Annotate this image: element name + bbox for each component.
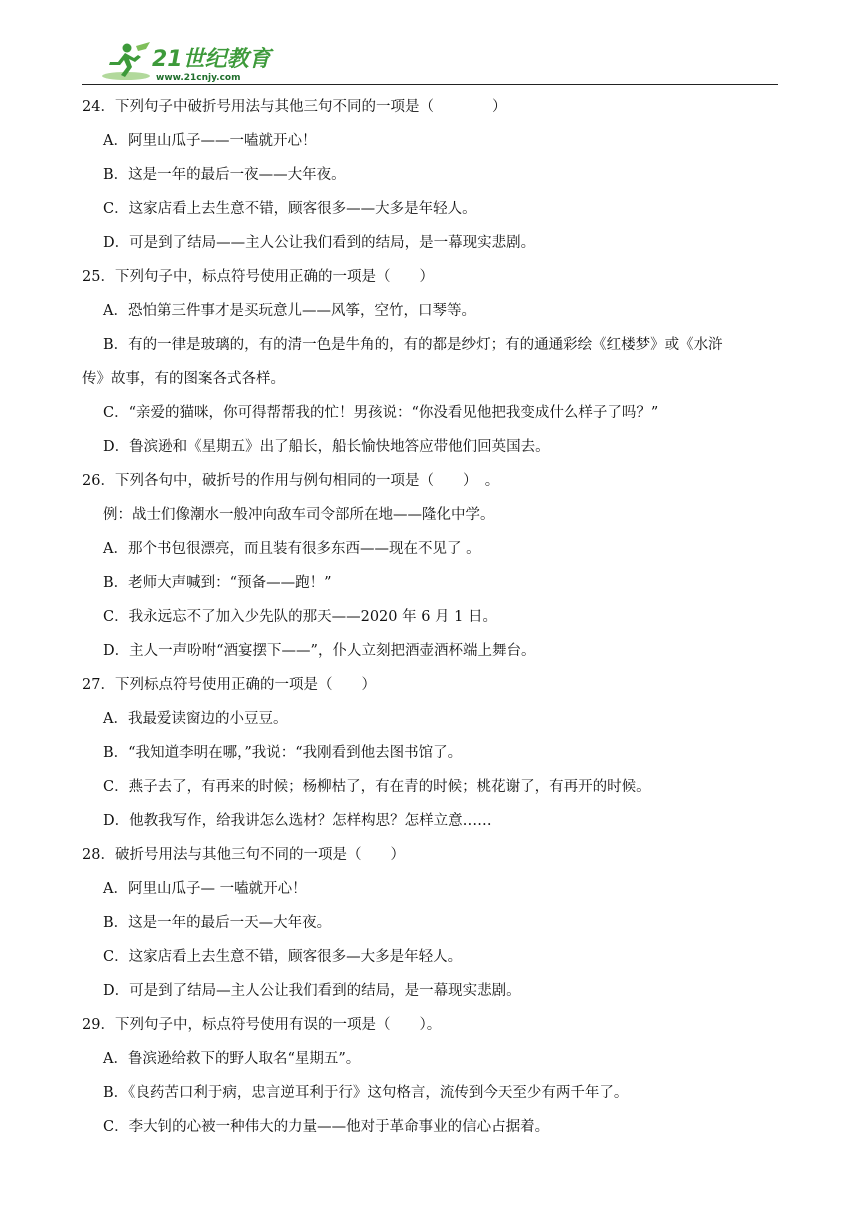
logo-main-text: 21世纪教育: [152, 47, 271, 72]
question-number: 26．: [82, 473, 115, 489]
question-24-option-b: B．这是一年的最后一夜——大年夜。: [103, 167, 346, 183]
21cnjy-logo: [100, 40, 280, 84]
question-26-example: 例：战士们像潮水一般冲向敌车司令部所在地——隆化中学。: [103, 507, 495, 523]
page-header: [0, 0, 860, 90]
question-27-stem: [82, 668, 782, 702]
question-29-option-c: C．李大钊的心被一种伟大的力量——他对于革命事业的信心占据着。: [103, 1119, 550, 1135]
question-number: 24．: [82, 99, 115, 115]
question-29-option-a: A．鲁滨逊给救下的野人取名“星期五”。: [103, 1051, 361, 1067]
question-28-option-c: C．这家店看上去生意不错，顾客很多—大多是年轻人。: [103, 949, 463, 965]
question-28-option-b: B．这是一年的最后一天—大年夜。: [103, 915, 332, 931]
question-29-option-b: B．《良药苦口利于病，忠言逆耳利于行》这句格言，流传到今天至少有两千年了。: [103, 1085, 629, 1101]
question-text: 破折号用法与其他三句不同的一项是（ ）: [114, 847, 405, 863]
question-number: 28．: [82, 847, 115, 863]
question-25-option-b: B．有的一律是玻璃的，有的清一色是牛角的，有的都是纱灯；有的通通彩绘《红楼梦》或《水浒: [103, 337, 723, 353]
question-26-option-a: A．那个书包很漂亮，而且装有很多东西——现在不见了 。: [103, 541, 481, 557]
question-26-option-d: D．主人一声吩咐“酒宴摆下——”，仆人立刻把酒壶酒杯端上舞台。: [103, 643, 536, 659]
question-27-option-a: A．我最爱读窗边的小豆豆。: [103, 711, 288, 727]
question-number: 25．: [82, 269, 115, 285]
question-25-option-b-continuation: 传》故事，有的图案各式各样。: [82, 371, 285, 387]
question-26-option-b: B．老师大声喊到：“预备——跑！”: [103, 575, 332, 591]
running-figure-icon: [102, 42, 150, 80]
question-list: [82, 90, 782, 1144]
question-26-stem: [82, 464, 782, 498]
question-29-stem: [82, 1008, 782, 1042]
question-24-option-d: D．可是到了结局——主人公让我们看到的结局，是一幕现实悲剧。: [103, 235, 536, 251]
question-25-option-a: A．恐怕第三件事才是买玩意儿——风筝，空竹，口琴等。: [103, 303, 476, 319]
question-text: 下列句子中，标点符号使用正确的一项是（ ）: [114, 269, 434, 285]
question-24-option-a: A．阿里山瓜子——一嗑就开心！: [103, 133, 317, 149]
question-25-option-d: D．鲁滨逊和《星期五》出了船长，船长愉快地答应带他们回英国去。: [103, 439, 550, 455]
question-28-option-d: D．可是到了结局—主人公让我们看到的结局，是一幕现实悲剧。: [103, 983, 521, 999]
header-rule: [82, 84, 778, 85]
question-25-stem: [82, 260, 782, 294]
question-27-option-b: B．“我知道李明在哪，”我说：“我刚看到他去图书馆了。: [103, 745, 463, 761]
question-26-option-c: C．我永远忘不了加入少先队的那天——2020 年 6 月 1 日。: [103, 609, 497, 625]
question-text: 下列句子中破折号用法与其他三句不同的一项是（ ）: [114, 99, 507, 115]
question-text: 下列句子中，标点符号使用有误的一项是（ ）。: [114, 1017, 442, 1033]
question-27-option-d: D．他教我写作，给我讲怎么选材？怎样构思？怎样立意……: [103, 813, 492, 829]
question-text: 下列各句中，破折号的作用与例句相同的一项是（ ） 。: [114, 473, 500, 489]
question-24-stem: [82, 90, 782, 124]
question-25-option-c: C．“亲爱的猫咪，你可得帮帮我的忙！男孩说：“你没看见他把我变成什么样子了吗？”: [103, 405, 659, 421]
logo-sub-text: www.21cnjy.com: [156, 73, 241, 83]
question-28-stem: [82, 838, 782, 872]
question-number: 27．: [82, 677, 115, 693]
question-28-option-a: A．阿里山瓜子— 一嗑就开心！: [103, 881, 307, 897]
question-24-option-c: C．这家店看上去生意不错，顾客很多——大多是年轻人。: [103, 201, 477, 217]
question-27-option-c: C．燕子去了，有再来的时候；杨柳枯了，有在青的时候；桃花谢了，有再开的时候。: [103, 779, 651, 795]
question-number: 29．: [82, 1017, 115, 1033]
question-text: 下列标点符号使用正确的一项是（ ）: [114, 677, 376, 693]
